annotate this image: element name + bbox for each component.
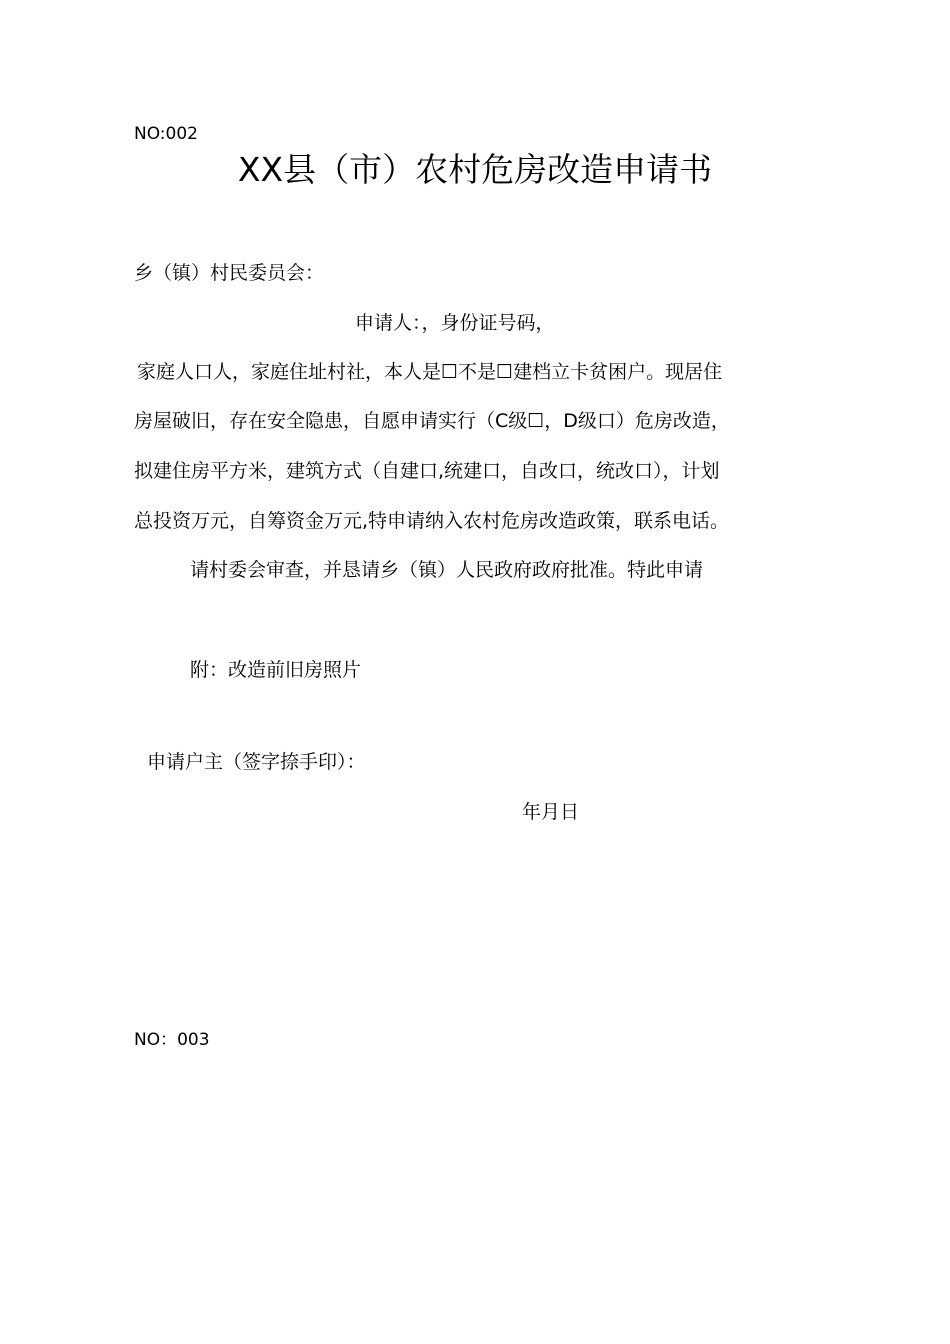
body-line-4: 总投资万元，自筹资金万元,特申请纳入农村危房改造政策，联系电话。 [134,510,730,532]
attachment-note: 附：改造前旧房照片 [190,659,362,681]
body-line-2: 房屋破旧，存在安全隐患，自愿申请实行（C级☐，D级口）危房改造， [134,410,730,432]
applicant-line: 申请人：，身份证号码， [355,312,555,334]
salutation: 乡（镇）村民委员会： [134,262,325,284]
document-number: NO:002 [134,124,198,144]
next-document-number: NO：003 [134,1030,210,1050]
date-label: 年月日 [522,801,580,823]
document-title: XX县（市）农村危房改造申请书 [237,150,713,189]
body-line-1: 家庭人口人，家庭住址村社，本人是☐不是☐建档立卡贫困户。现居住 [137,361,723,383]
body-line-3: 拟建住房平方米，建筑方式（自建口,统建口，自改口，统改口），计划 [134,460,720,482]
signature-label: 申请户主（签字捺手印）： [147,751,366,773]
request-line: 请村委会审查，并恳请乡（镇）人民政府政府批准。特此申请 [190,559,704,581]
